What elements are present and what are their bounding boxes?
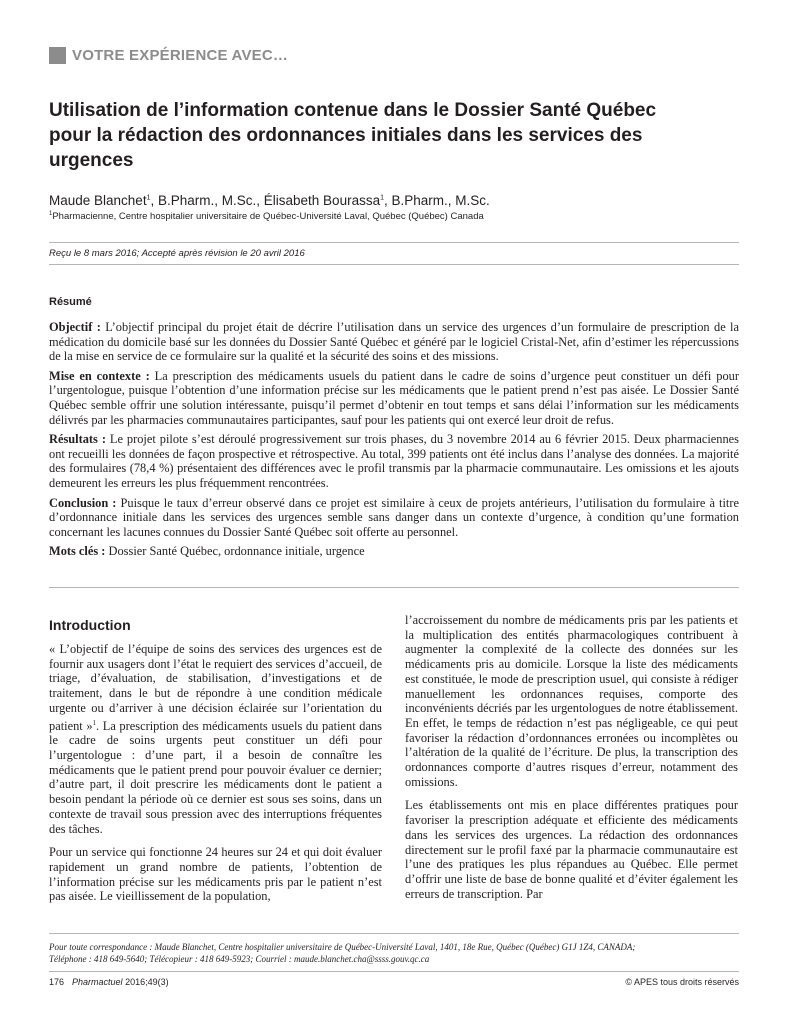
divider-top: [49, 242, 739, 243]
intro-p1-text: « L’objectif de l’équipe de soins des services des urgences est de fournir aux usagers dont l’état le requiert des services d’accueil, de triage, d’évaluation, de stabilisation, d’investigations et de traitement, dans le but de répondre à une condition médicale urgente ou d’arriver à une décision éclairée sur l’orientation du patient »: [49, 642, 382, 733]
author-2-sup: 1: [380, 194, 384, 202]
journal-volume: 2016;49(3): [122, 977, 169, 987]
affiliation-sup: 1: [49, 211, 53, 217]
resultats-text: Le projet pilote s’est déroulé progressivement sur trois phases, du 3 novembre 2014 au 6 février 2015. Deux pharmaciennes ont recueilli les données de façon prospective et rétrospective. Au total, 399 patients ont été inclus dans l’analyse des données. La majorité des formulaires (78,4 %) présentaient des différences avec le profil transmis par la pharmacie communautaire. Les omissions et les ajouts demeurent les erreurs les plus fréquemment rencontrées.: [49, 432, 739, 490]
intro-paragraph-4: Les établissements ont mis en place différentes pratiques pour favoriser la prescription adéquate et efficiente des médicaments dans les services des urgences. La rédaction des ordonnances directement sur le profil faxé par la pharmacie communautaire est l’une des pratiques les plus répandues au Québec. Elle permet d’offrir une liste de base de bonne qualité et d’éviter également les erreurs de transcription. Par: [405, 798, 738, 901]
author-1-sup: 1: [146, 194, 151, 202]
intro-p1-ref: 1: [92, 718, 97, 727]
abstract-objectif: [49, 320, 739, 364]
authors-line: [49, 193, 490, 208]
resume-heading: Résumé: [49, 296, 92, 308]
section-tag: [49, 47, 288, 64]
author-2-degrees: , B.Pharm., M.Sc.: [384, 193, 490, 208]
abstract-contexte: [49, 369, 739, 427]
section-square-icon: [49, 47, 66, 64]
intro-paragraph-2: Pour un service qui fonctionne 24 heures sur 24 et qui doit évaluer rapidement un grand nombre de patients, l’obtention de l’information précise sur les médicaments pris par le patient n’est pas aisée. Le vieillissement de la population,: [49, 845, 382, 904]
copyright: © APES tous droits réservés: [625, 977, 739, 987]
abstract: [49, 320, 739, 564]
intro-p1-text2: . La prescription des médicaments usuels du patient dans le cadre de soins urgents peut constituer un défi pour l’urgentologue : d’une part, il a besoin de connaître les médicaments que le patient prend pour pouvoir évaluer ce dernier; d’autre part, il doit prescrire les médicaments dont le patient a besoin pendant la période où ce dernier est sous ses soins, dans un contexte de travail sous pression avec des interruptions fréquentes des tâches.: [49, 718, 382, 836]
divider-correspondence: [49, 933, 739, 934]
correspondence-line-2: Téléphone : 418 649-5640; Télécopieur : 418 649-5923; Courriel : maude.blanchet.cha@ssss.gouv.qc.ca: [49, 953, 430, 964]
journal-name: Pharmactuel: [72, 977, 123, 987]
objectif-text: L’objectif principal du projet était de décrire l’utilisation dans un service des urgences d’un formulaire de prescription de la médication du domicile basé sur les données du Dossier Santé Québec et généré par le logiciel Cristal-Net, afin d’estimer les répercussions de la mise en service de ce formulaire sur la qualité et la sécurité des soins et des missions.: [49, 320, 739, 364]
introduction-heading: Introduction: [49, 617, 131, 633]
section-tag-label: VOTRE EXPÉRIENCE AVEC…: [72, 47, 289, 64]
received-dates: Reçu le 8 mars 2016; Accepté après révision le 20 avril 2016: [49, 248, 305, 259]
abstract-conclusion: [49, 496, 739, 540]
column-left: [49, 616, 382, 913]
divider-footer: [49, 971, 739, 972]
affiliation-text: Pharmacienne, Centre hospitalier universitaire de Québec-Université Laval, Québec (Québec) Canada: [52, 211, 484, 223]
intro-paragraph-1: [49, 642, 382, 836]
correspondence-line-1: Pour toute correspondance : Maude Blanchet, Centre hospitalier universitaire de Québec-Université Laval, 1401, 18e Rue, Québec (Québec) G1J 1Z4, CANADA;: [49, 942, 636, 952]
conclusion-label: Conclusion :: [49, 495, 117, 510]
keywords-text: Dossier Santé Québec, ordonnance initiale, urgence: [105, 544, 365, 559]
conclusion-text: Puisque le taux d’erreur observé dans ce projet est similaire à ceux de projets antérieurs, l’utilisation du formulaire à titre d’ordonnance initiale dans les services des urgences semble sans danger dans un contexte d’urgence, à condition qu’une formation concernant les lacunes connues du Dossier Santé Québec soit offerte au personnel.: [49, 495, 739, 539]
abstract-keywords: [49, 544, 739, 559]
correspondence: [49, 942, 739, 965]
affiliation: [49, 211, 484, 222]
author-1-degrees: , B.Pharm., M.Sc.,: [150, 193, 264, 208]
column-right: [405, 613, 738, 910]
abstract-resultats: [49, 432, 739, 490]
objectif-label: Objectif :: [49, 320, 101, 334]
footer-left: [49, 977, 169, 987]
contexte-label: Mise en contexte :: [49, 368, 150, 383]
author-2-name: Élisabeth Bourassa: [263, 193, 381, 208]
resultats-label: Résultats :: [49, 432, 106, 447]
page-number: 176: [49, 977, 65, 987]
contexte-text: La prescription des médicaments usuels du patient dans le cadre de soins d’urgence peut constituer un défi pour l’urgentologue, puisque l’obtention d’une information précise sur les médicaments que le patient prend n’est pas aisée. Le Dossier Santé Québec semble offrir une solution intéressante, puisqu’il permet d’obtenir en tout temps et sans délai l’information sur les médicaments délivrés par les pharmacies communautaires participantes, sauf pour les patients qui ont exercé leur droit de refus.: [49, 368, 739, 427]
intro-paragraph-3: l’accroissement du nombre de médicaments pris par les patients et la multiplication des entités pharmacologiques contribuent à augmenter la complexité de la collecte des données sur les médicaments pris au domicile. Lorsque la liste des médicaments est constituée, le mode de prescription usuel, qui consiste à rédiger manuellement les ordonnances requises, comporte des inconvénients décriés par les urgentologues de notre établissement. En effet, le temps de rédaction n’est pas négligeable, ce qui peut favoriser la rédaction d’ordonnances erronées ou incomplètes ou l’altération de la qualité de l’écriture. De plus, la transcription des ordonnances comporte d’autres risques d’erreur, notamment des omissions.: [405, 613, 738, 789]
author-1-name: Maude Blanchet: [49, 193, 147, 208]
divider-received: [49, 264, 739, 265]
divider-abstract: [49, 587, 739, 588]
keywords-label: Mots clés :: [49, 544, 106, 559]
article-title: Utilisation de l’information contenue dans le Dossier Santé Québec pour la rédaction des ordonnances initiales dans les services des urgences: [49, 100, 657, 171]
